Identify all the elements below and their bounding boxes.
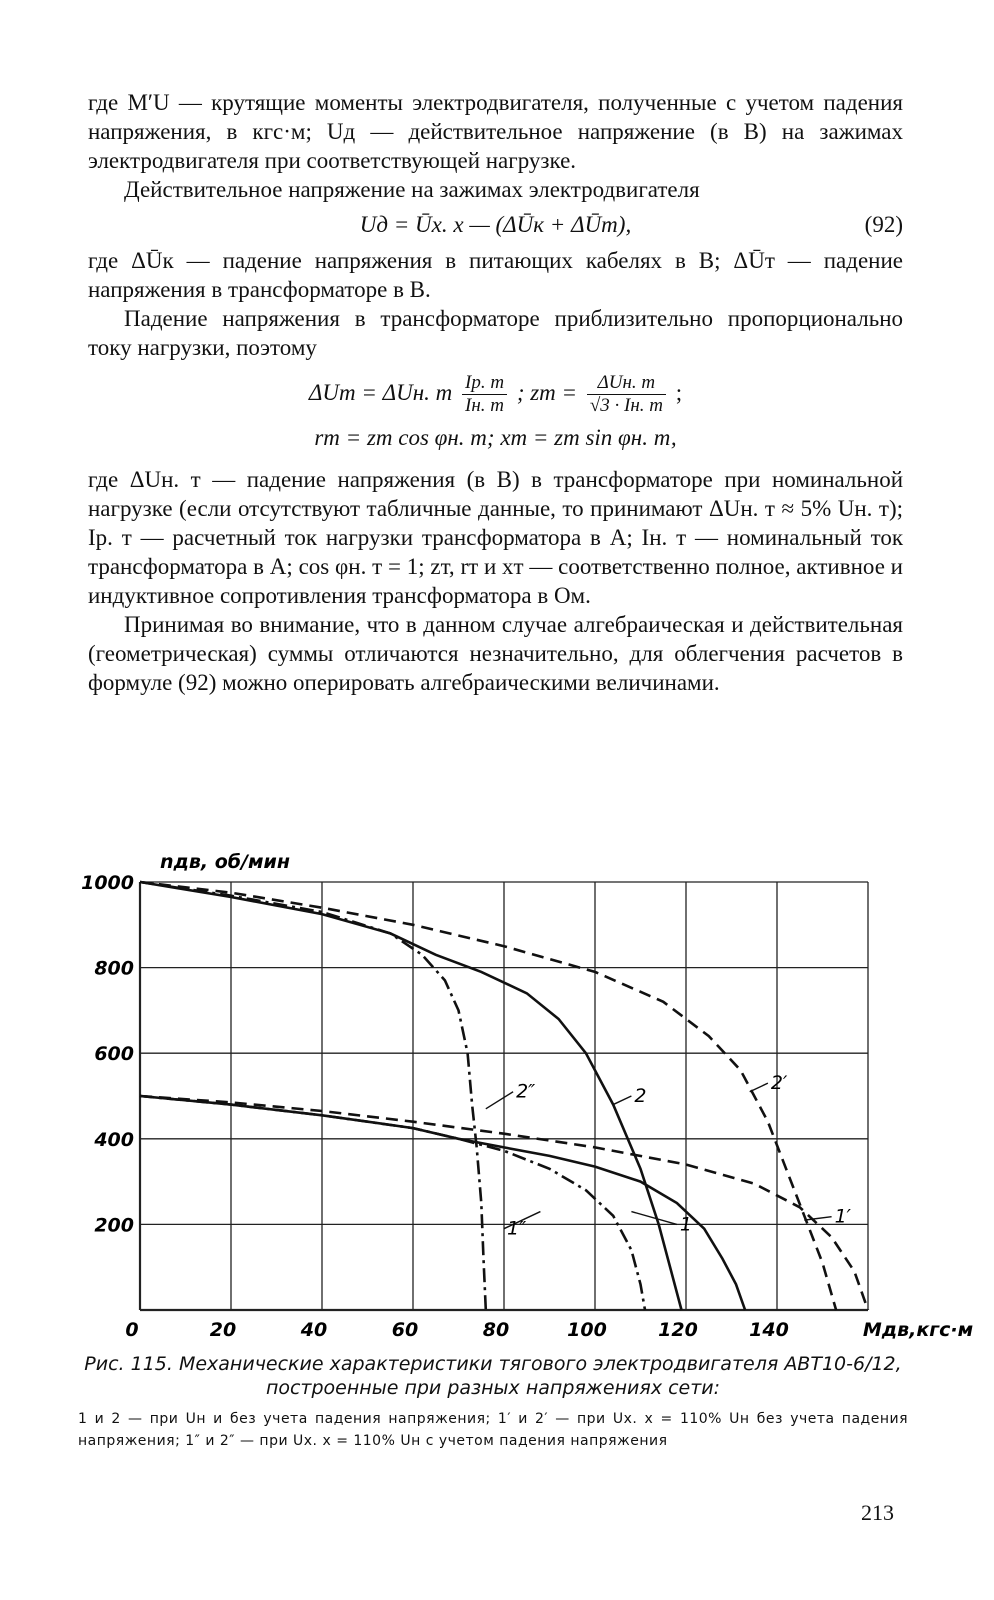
x-tick-label: 100 [567, 1319, 607, 1341]
x-tick-label: 20 [209, 1319, 237, 1341]
y-tick-label: 1000 [81, 872, 134, 894]
formula-1-left: ΔUт = ΔUн. т [308, 379, 453, 405]
fraction-1-numerator: Iр. т [462, 372, 507, 395]
formula-resistances [88, 423, 903, 453]
chart-svg [80, 840, 974, 1360]
series-leader-line [613, 1096, 631, 1105]
series-label: 2″ [516, 1080, 536, 1103]
x-axis-label: Mдв,кгс·м [862, 1319, 974, 1341]
series-curve-1″ [140, 1096, 645, 1310]
fraction-1-denominator: Iн. т [465, 395, 505, 416]
series-label: 1″ [507, 1217, 527, 1240]
series-curve-2′ [140, 882, 836, 1310]
series-leader-line [804, 1217, 831, 1220]
formula-1-end: ; [675, 379, 683, 405]
figure-115-chart [80, 840, 974, 1360]
x-tick-label: 120 [658, 1319, 698, 1341]
page-body [88, 88, 903, 697]
paragraph-1: где M′U — крутящие моменты электродвигателя, полученные с учетом падения напряжения, в кгс·м; Uд — действительное напряжение (в В) на зажимах электродвигателя при соответствующей нагрузке. [88, 90, 903, 173]
series-label: 2 [634, 1085, 647, 1107]
y-tick-label: 800 [94, 957, 134, 980]
y-tick-label: 400 [94, 1128, 134, 1151]
paragraph-2: Действительное напряжение на зажимах электродвигателя [124, 177, 700, 202]
x-tick-label: 0 [125, 1319, 139, 1341]
x-tick-label: 40 [300, 1319, 328, 1341]
paragraph-6: Принимая во внимание, что в данном случае алгебраическая и действительная (геометрическая) суммы отличаются незначительно, для облегчения расчетов в формуле (92) можно оперировать алгебраическими величинами. [88, 612, 903, 695]
figure-legend: 1 и 2 — при Uн и без учета падения напряжения; 1′ и 2′ — при Uх. х = 110% Uн без учета падения напряжения; 1″ и 2″ — при Uх. х = 110% Uн с учетом падения напряжения [78, 1411, 908, 1449]
x-tick-label: 80 [482, 1319, 510, 1341]
formula-1-mid: ; zт = [516, 379, 578, 405]
paragraph-4: Падение напряжения в трансформаторе приблизительно пропорционально току нагрузки, поэтому [88, 306, 903, 360]
series-curve-2″ [140, 882, 486, 1310]
caption-line-2: построенные при разных напряжениях сети: [265, 1377, 721, 1399]
series-leader-line [486, 1092, 513, 1109]
series-label: 1′ [834, 1205, 852, 1228]
figure-caption [78, 1352, 908, 1400]
y-axis-label: nдв, об/мин [160, 851, 290, 873]
y-tick-label: 600 [94, 1043, 134, 1066]
x-tick-label: 60 [391, 1319, 419, 1341]
caption-line-1: Рис. 115. Механические характеристики тягового электродвигателя АВТ10-6/12, [84, 1353, 902, 1375]
y-tick-label: 200 [94, 1214, 134, 1237]
paragraph-5: где ΔUн. т — падение напряжения (в В) в трансформаторе при номинальной нагрузке (если отсутствуют табличные данные, то принимают ΔUн. т ≈ 5% Uн. т); Iр. т — расчетный ток нагрузки трансформатора в А; Iн. т — номинальный ток трансформатора в А; cos φн. т = 1; zт, rт и xт — соответственно полное, активное и индуктивное сопротивления трансформатора в Ом. [88, 467, 903, 608]
equation-92-expr: Uд = Ūх. х — (ΔŪк + ΔŪт), [359, 212, 632, 237]
equation-92 [88, 210, 903, 240]
fraction-2-numerator: ΔUн. т [587, 372, 666, 395]
series-label: 1 [679, 1213, 692, 1236]
formula-transformer-drop [88, 372, 903, 417]
x-tick-label: 140 [749, 1319, 789, 1341]
equation-number: (92) [864, 212, 903, 237]
fraction-2 [587, 372, 666, 417]
formula-2-expr: rт = zт cos φн. т; xт = zт sin φн. т, [314, 425, 677, 450]
paragraph-3: где ΔŪк — падение напряжения в питающих кабелях в В; ΔŪт — падение напряжения в трансформаторе в В. [88, 248, 903, 302]
page-number: 213 [861, 1500, 894, 1525]
series-leader-line [750, 1083, 768, 1092]
series-label: 2′ [770, 1072, 788, 1095]
fraction-2-denominator: √3 · Iн. т [589, 395, 663, 416]
fraction-1 [462, 372, 507, 417]
